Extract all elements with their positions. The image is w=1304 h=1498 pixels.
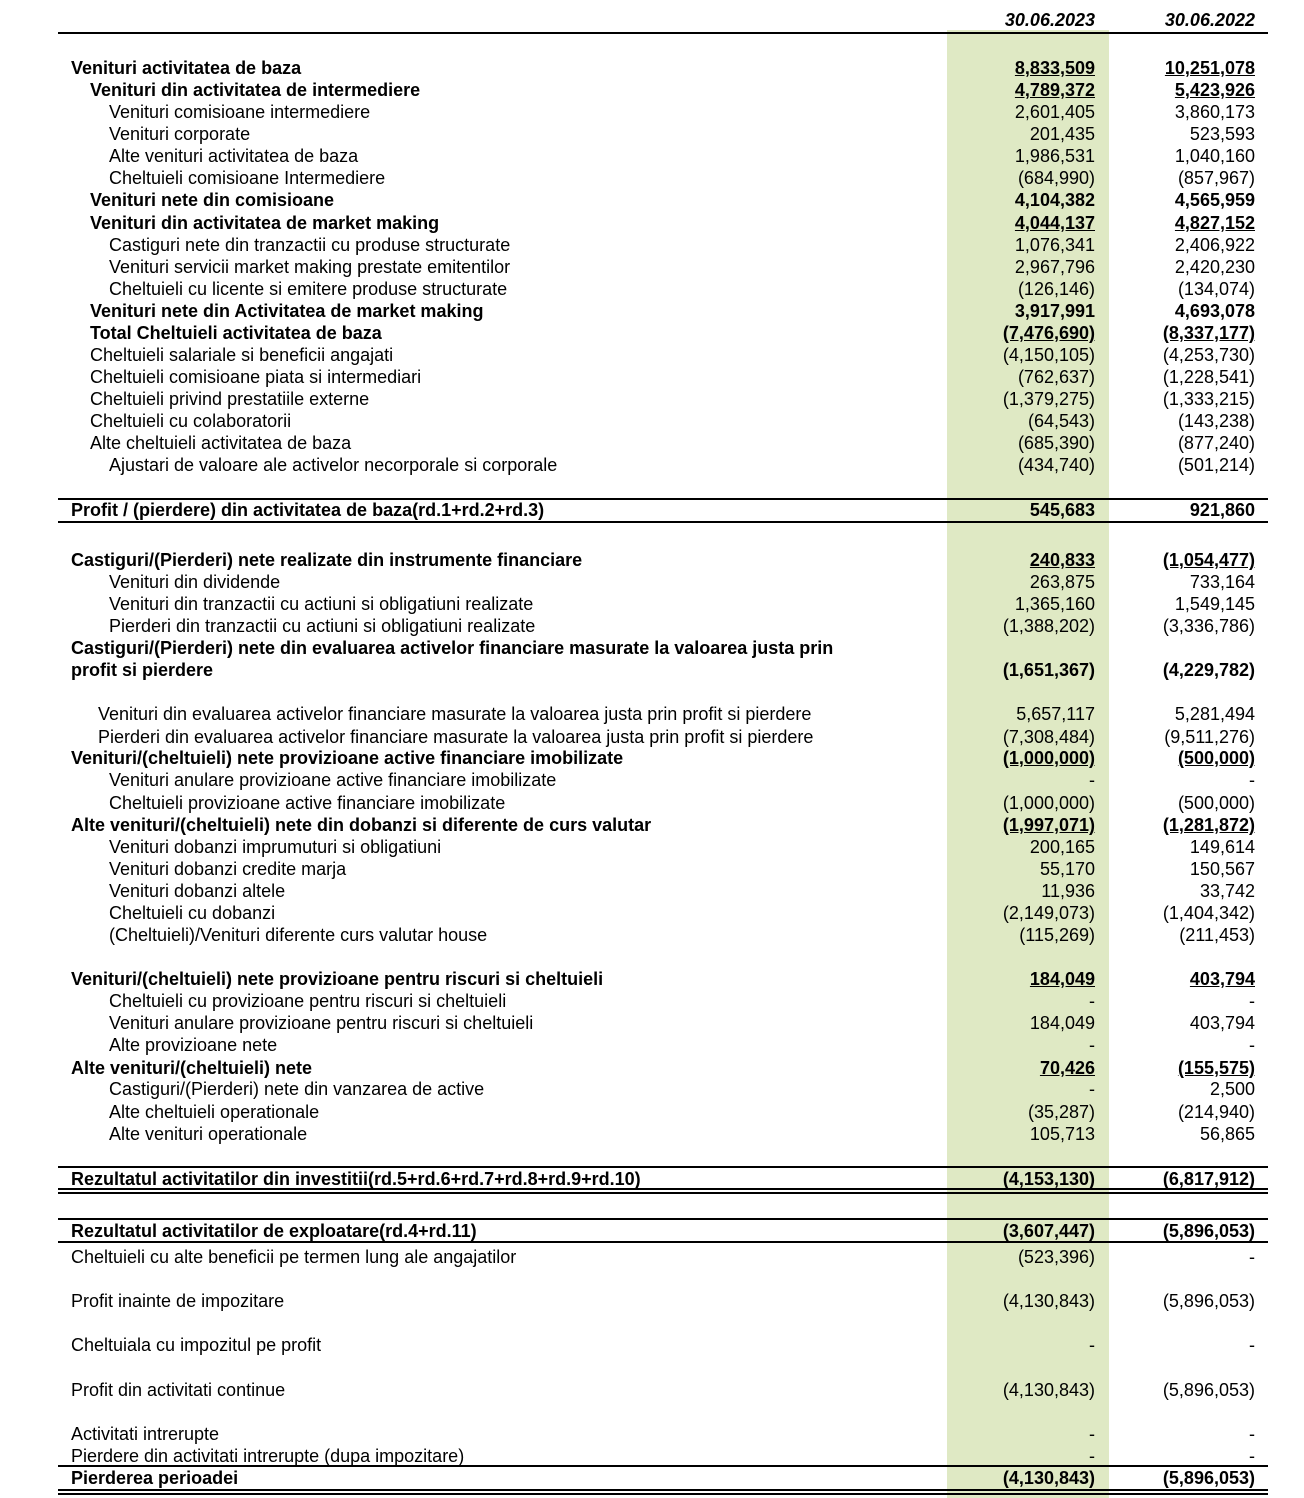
value-2022: (4,229,782) bbox=[1162, 660, 1255, 680]
row-label: Alte venituri operationale bbox=[109, 1124, 308, 1144]
table-rule bbox=[58, 1166, 1268, 1168]
row-rezultat-investitii bbox=[0, 1168, 1304, 1190]
value-2022: 2,406,922 bbox=[1174, 235, 1255, 255]
row-label: Venituri/(cheltuieli) nete provizioane active financiare imobilizate bbox=[71, 748, 624, 768]
value-2023: (4,153,130) bbox=[1002, 1169, 1095, 1189]
row-venituri-dividende bbox=[0, 571, 1304, 593]
row-label: Alte venituri activitatea de baza bbox=[109, 146, 359, 166]
value-2023: 11,936 bbox=[1041, 881, 1095, 901]
row-label: Pierdere din activitati intrerupte (dupa impozitare) bbox=[71, 1446, 465, 1466]
value-2023: 240,833 bbox=[1029, 550, 1095, 570]
value-2022: - bbox=[1249, 1035, 1255, 1055]
value-2023: (1,379,275) bbox=[1002, 389, 1095, 409]
row-castiguri-produse-structurate bbox=[0, 234, 1304, 256]
value-2023: (684,990) bbox=[1017, 168, 1095, 188]
row-cheltuieli-salariale bbox=[0, 344, 1304, 366]
row-alte-cheltuieli-baza bbox=[0, 432, 1304, 454]
value-2023: (4,150,105) bbox=[1002, 345, 1095, 365]
value-2023: 184,049 bbox=[1029, 1013, 1095, 1033]
row-label: Profit din activitati continue bbox=[71, 1380, 286, 1400]
value-2022: (6,817,912) bbox=[1162, 1169, 1255, 1189]
value-2023: 1,076,341 bbox=[1014, 235, 1095, 255]
value-2022: (155,575) bbox=[1177, 1058, 1255, 1078]
row-label: Venituri dobanzi credite marja bbox=[109, 859, 347, 879]
table-rule bbox=[58, 1493, 1268, 1495]
row-cheltuieli-provizioane-active bbox=[0, 792, 1304, 814]
value-2023: - bbox=[1089, 1079, 1095, 1099]
value-2022: - bbox=[1249, 1247, 1255, 1267]
row-label: Rezultatul activitatilor din investitii(rd.5+rd.6+rd.7+rd.8+rd.9+rd.10) bbox=[71, 1169, 641, 1189]
value-2023: 201,435 bbox=[1029, 124, 1095, 144]
value-2022: 5,423,926 bbox=[1174, 80, 1255, 100]
value-2022: (5,896,053) bbox=[1162, 1380, 1255, 1400]
row-profit-activitatea-de-baza bbox=[0, 499, 1304, 521]
row-label: Venituri activitatea de baza bbox=[71, 58, 302, 78]
row-label: Total Cheltuieli activitatea de baza bbox=[90, 323, 382, 343]
row-label: profit si pierdere bbox=[71, 660, 214, 680]
row-venituri-evaluare-active bbox=[0, 703, 1304, 725]
row-total-cheltuieli-baza bbox=[0, 322, 1304, 344]
row-label: Cheltuieli comisioane piata si intermediari bbox=[90, 367, 422, 387]
row-label: Cheltuieli cu dobanzi bbox=[109, 903, 276, 923]
row-alte-cheltuieli-operationale bbox=[0, 1101, 1304, 1123]
value-2023: - bbox=[1089, 991, 1095, 1011]
row-label: Activitati intrerupte bbox=[71, 1424, 220, 1444]
value-2023: 263,875 bbox=[1029, 572, 1095, 592]
value-2022: (214,940) bbox=[1177, 1102, 1255, 1122]
row-pierdere-activitati-intrerupte bbox=[0, 1445, 1304, 1467]
row-alte-provizioane-nete bbox=[0, 1034, 1304, 1056]
row-label: Alte venituri/(cheltuieli) nete din dobanzi si diferente de curs valutar bbox=[71, 815, 652, 835]
row-label: Castiguri/(Pierderi) nete realizate din instrumente financiare bbox=[71, 550, 583, 570]
table-rule bbox=[58, 521, 1268, 523]
value-2023: 8,833,509 bbox=[1014, 58, 1095, 78]
row-venituri-corporate bbox=[0, 123, 1304, 145]
row-cheltuieli-comisioane-intermediere bbox=[0, 167, 1304, 189]
value-2022: (877,240) bbox=[1177, 433, 1255, 453]
row-castiguri-evaluare-label bbox=[0, 637, 1304, 659]
value-2023: 4,044,137 bbox=[1014, 213, 1095, 233]
value-2023: (4,130,843) bbox=[1002, 1291, 1095, 1311]
value-2023: - bbox=[1089, 1035, 1095, 1055]
value-2023: (762,637) bbox=[1017, 367, 1095, 387]
row-venituri-dobanzi-credite-marja bbox=[0, 858, 1304, 880]
row-label: Pierderi din evaluarea activelor financiare masurate la valoarea justa prin profit si pierdere bbox=[98, 727, 814, 747]
value-2022: - bbox=[1249, 770, 1255, 790]
row-venituri-tranzactii-actiuni bbox=[0, 593, 1304, 615]
row-dobanzi-diferente-curs bbox=[0, 814, 1304, 836]
table-rule bbox=[58, 1188, 1268, 1190]
row-label: Alte venituri/(cheltuieli) nete bbox=[71, 1058, 313, 1078]
value-2023: - bbox=[1089, 1335, 1095, 1355]
value-2023: (4,130,843) bbox=[1002, 1380, 1095, 1400]
value-2023: (7,308,484) bbox=[1002, 727, 1095, 747]
value-2022: (8,337,177) bbox=[1162, 323, 1255, 343]
row-label: Cheltuiala cu impozitul pe profit bbox=[71, 1335, 322, 1355]
value-2022: 4,693,078 bbox=[1174, 301, 1255, 321]
row-venituri-nete-market-making bbox=[0, 300, 1304, 322]
value-2022: (211,453) bbox=[1179, 925, 1255, 945]
row-label: Venituri dobanzi imprumuturi si obligatiuni bbox=[109, 837, 442, 857]
row-label: Pierderea perioadei bbox=[71, 1468, 239, 1488]
row-ajustari-valoare-active bbox=[0, 454, 1304, 476]
row-label: Venituri nete din comisioane bbox=[90, 190, 335, 210]
row-profit-activitati-continue bbox=[0, 1379, 1304, 1401]
value-2023: (35,287) bbox=[1027, 1102, 1095, 1122]
row-alte-venituri-baza bbox=[0, 145, 1304, 167]
value-2023: 545,683 bbox=[1029, 500, 1095, 520]
row-label: Venituri comisioane intermediere bbox=[109, 102, 371, 122]
value-2022: (5,896,053) bbox=[1162, 1221, 1255, 1241]
row-venituri-market-making bbox=[0, 212, 1304, 234]
value-2022: 733,164 bbox=[1189, 572, 1255, 592]
value-2023: (1,388,202) bbox=[1002, 616, 1095, 636]
row-provizioane-active-imobilizate bbox=[0, 747, 1304, 769]
value-2023: (434,740) bbox=[1017, 455, 1095, 475]
row-label: Cheltuieli provizioane active financiare imobilizate bbox=[109, 793, 506, 813]
value-2023: 2,601,405 bbox=[1014, 102, 1095, 122]
row-cheltuieli-provizioane-riscuri bbox=[0, 990, 1304, 1012]
row-alte-venituri-cheltuieli-nete bbox=[0, 1057, 1304, 1079]
header-2023: 30.06.2023 bbox=[1004, 10, 1095, 30]
value-2022: 4,565,959 bbox=[1174, 190, 1255, 210]
row-alte-venituri-operationale bbox=[0, 1123, 1304, 1145]
row-cheltuieli-colaboratori bbox=[0, 410, 1304, 432]
row-cheltuieli-dobanzi bbox=[0, 902, 1304, 924]
value-2023: (126,146) bbox=[1017, 279, 1095, 299]
value-2023: - bbox=[1089, 770, 1095, 790]
value-2022: 5,281,494 bbox=[1174, 704, 1255, 724]
value-2022: (4,253,730) bbox=[1162, 345, 1255, 365]
value-2022: 3,860,173 bbox=[1174, 102, 1255, 122]
table-rule bbox=[58, 1218, 1268, 1220]
value-2022: 403,794 bbox=[1189, 1013, 1255, 1033]
row-pierderi-tranzactii-actiuni bbox=[0, 615, 1304, 637]
value-2023: (115,269) bbox=[1019, 925, 1095, 945]
row-label: Profit / (pierdere) din activitatea de baza(rd.1+rd.2+rd.3) bbox=[71, 500, 545, 520]
row-label: Pierderi din tranzactii cu actiuni si obligatiuni realizate bbox=[109, 616, 536, 636]
value-2022: (500,000) bbox=[1177, 793, 1255, 813]
value-2022: (134,074) bbox=[1177, 279, 1255, 299]
row-label: Venituri servicii market making prestate emitentilor bbox=[109, 257, 511, 277]
value-2022: (1,228,541) bbox=[1162, 367, 1255, 387]
value-2022: 2,500 bbox=[1209, 1079, 1255, 1099]
value-2022: 403,794 bbox=[1189, 969, 1255, 989]
value-2023: 5,657,117 bbox=[1016, 704, 1095, 724]
row-label: Venituri dobanzi altele bbox=[109, 881, 286, 901]
value-2022: (1,333,215) bbox=[1162, 389, 1255, 409]
row-label: Alte cheltuieli operationale bbox=[109, 1102, 320, 1122]
row-label: Cheltuieli privind prestatiile externe bbox=[90, 389, 370, 409]
value-2022: - bbox=[1249, 1446, 1255, 1466]
row-label: Venituri anulare provizioane pentru riscuri si cheltuieli bbox=[109, 1013, 534, 1033]
value-2023: (3,607,447) bbox=[1002, 1221, 1095, 1241]
table-rule bbox=[58, 498, 1268, 500]
value-2022: 921,860 bbox=[1189, 500, 1255, 520]
row-label: Castiguri/(Pierderi) nete din evaluarea activelor financiare masurate la valoarea justa prin bbox=[71, 638, 834, 658]
row-label: Castiguri/(Pierderi) nete din vanzarea de active bbox=[109, 1079, 485, 1099]
row-label: Venituri nete din Activitatea de market making bbox=[90, 301, 484, 321]
row-profit-inainte-impozitare bbox=[0, 1290, 1304, 1312]
row-castiguri-evaluare-active bbox=[0, 659, 1304, 681]
value-2023: (1,000,000) bbox=[1002, 748, 1095, 768]
value-2022: (1,281,872) bbox=[1162, 815, 1255, 835]
value-2023: 1,365,160 bbox=[1014, 594, 1095, 614]
row-label: Cheltuieli cu provizioane pentru riscuri si cheltuieli bbox=[109, 991, 507, 1011]
value-2023: (64,543) bbox=[1027, 411, 1095, 431]
row-diferente-curs-valutar bbox=[0, 924, 1304, 946]
value-2022: 2,420,230 bbox=[1174, 257, 1255, 277]
value-2022: (857,967) bbox=[1177, 168, 1255, 188]
value-2023: (4,130,843) bbox=[1002, 1468, 1095, 1488]
value-2023: (685,390) bbox=[1017, 433, 1095, 453]
value-2023: (1,997,071) bbox=[1002, 815, 1095, 835]
value-2022: 150,567 bbox=[1189, 859, 1255, 879]
value-2022: - bbox=[1249, 991, 1255, 1011]
row-cheltuieli-licente bbox=[0, 278, 1304, 300]
value-2023: (523,396) bbox=[1017, 1247, 1095, 1267]
row-venituri-dobanzi-imprumuturi bbox=[0, 836, 1304, 858]
header-rule bbox=[58, 32, 1268, 34]
value-2023: - bbox=[1089, 1424, 1095, 1444]
value-2022: 4,827,152 bbox=[1174, 213, 1255, 233]
row-cheltuieli-beneficii-termen-lung bbox=[0, 1246, 1304, 1268]
row-provizioane-riscuri bbox=[0, 968, 1304, 990]
row-rezultat-exploatare bbox=[0, 1220, 1304, 1242]
value-2022: - bbox=[1249, 1424, 1255, 1444]
value-2022: (501,214) bbox=[1177, 455, 1255, 475]
row-label: Venituri din evaluarea activelor financiare masurate la valoarea justa prin profit si pierdere bbox=[98, 704, 812, 724]
row-label: Ajustari de valoare ale activelor necorporale si corporale bbox=[109, 455, 558, 475]
row-castiguri-vanzare-active bbox=[0, 1078, 1304, 1100]
value-2023: 184,049 bbox=[1029, 969, 1095, 989]
row-label: Venituri din tranzactii cu actiuni si obligatiuni realizate bbox=[109, 594, 534, 614]
row-venituri-servicii-market-making bbox=[0, 256, 1304, 278]
value-2023: (1,000,000) bbox=[1002, 793, 1095, 813]
row-label: Venituri corporate bbox=[109, 124, 251, 144]
value-2022: - bbox=[1249, 1335, 1255, 1355]
value-2023: 1,986,531 bbox=[1014, 146, 1095, 166]
value-2022: 523,593 bbox=[1189, 124, 1255, 144]
row-venituri-anulare-provizioane-active bbox=[0, 769, 1304, 791]
table-rule bbox=[58, 1192, 1268, 1194]
row-cheltuieli-comisioane-piata bbox=[0, 366, 1304, 388]
row-castiguri-instrumente-financiare bbox=[0, 549, 1304, 571]
row-venituri-anulare-provizioane-riscuri bbox=[0, 1012, 1304, 1034]
value-2022: 33,742 bbox=[1199, 881, 1255, 901]
value-2022: (3,336,786) bbox=[1162, 616, 1255, 636]
row-label: Rezultatul activitatilor de exploatare(rd.4+rd.11) bbox=[71, 1221, 477, 1241]
row-label: (Cheltuieli)/Venituri diferente curs valutar house bbox=[109, 925, 488, 945]
value-2022: (5,896,053) bbox=[1162, 1291, 1255, 1311]
row-label: Venituri din activitatea de market making bbox=[90, 213, 440, 233]
row-label: Cheltuieli comisioane Intermediere bbox=[109, 168, 386, 188]
value-2022: 56,865 bbox=[1199, 1124, 1255, 1144]
header-2022: 30.06.2022 bbox=[1164, 10, 1255, 30]
row-label: Profit inainte de impozitare bbox=[71, 1291, 285, 1311]
value-2022: 10,251,078 bbox=[1164, 58, 1255, 78]
row-venituri-dobanzi-altele bbox=[0, 880, 1304, 902]
value-2022: (500,000) bbox=[1177, 748, 1255, 768]
table-rule bbox=[58, 1465, 1268, 1467]
row-label: Cheltuieli cu colaboratorii bbox=[90, 411, 292, 431]
row-venituri-activitatea-de-baza bbox=[0, 57, 1304, 79]
row-venituri-comisioane-intermediere bbox=[0, 101, 1304, 123]
value-2022: (143,238) bbox=[1177, 411, 1255, 431]
row-pierderi-evaluare-active bbox=[0, 726, 1304, 748]
value-2022: (1,054,477) bbox=[1162, 550, 1255, 570]
value-2023: 105,713 bbox=[1029, 1124, 1095, 1144]
table-rule bbox=[58, 1489, 1268, 1491]
row-label: Venituri din dividende bbox=[109, 572, 281, 592]
value-2023: 4,104,382 bbox=[1014, 190, 1095, 210]
value-2022: (9,511,276) bbox=[1164, 727, 1255, 747]
value-2022: (5,896,053) bbox=[1162, 1468, 1255, 1488]
value-2023: 200,165 bbox=[1029, 837, 1095, 857]
row-activitati-intrerupte bbox=[0, 1423, 1304, 1445]
row-label: Alte provizioane nete bbox=[109, 1035, 278, 1055]
value-2023: 4,789,372 bbox=[1014, 80, 1095, 100]
row-label: Cheltuieli cu alte beneficii pe termen lung ale angajatilor bbox=[71, 1247, 517, 1267]
row-label: Venituri anulare provizioane active financiare imobilizate bbox=[109, 770, 557, 790]
value-2023: 70,426 bbox=[1039, 1058, 1095, 1078]
row-venituri-nete-comisioane bbox=[0, 189, 1304, 211]
row-label: Cheltuieli salariale si beneficii angajati bbox=[90, 345, 394, 365]
value-2023: 3,917,991 bbox=[1014, 301, 1095, 321]
row-label: Alte cheltuieli activitatea de baza bbox=[90, 433, 352, 453]
table-rule bbox=[58, 1241, 1268, 1243]
value-2023: (1,651,367) bbox=[1002, 660, 1095, 680]
row-cheltuiala-impozit-profit bbox=[0, 1334, 1304, 1356]
value-2022: 1,040,160 bbox=[1174, 146, 1255, 166]
row-label: Venituri din activitatea de intermediere bbox=[90, 80, 421, 100]
value-2022: 149,614 bbox=[1189, 837, 1255, 857]
row-pierderea-perioadei bbox=[0, 1467, 1304, 1489]
value-2023: (7,476,690) bbox=[1002, 323, 1095, 343]
row-label: Castiguri nete din tranzactii cu produse structurate bbox=[109, 235, 511, 255]
row-cheltuieli-prestatii-externe bbox=[0, 388, 1304, 410]
value-2022: 1,549,145 bbox=[1174, 594, 1255, 614]
value-2023: 55,170 bbox=[1039, 859, 1095, 879]
value-2023: (2,149,073) bbox=[1002, 903, 1095, 923]
value-2022: (1,404,342) bbox=[1162, 903, 1255, 923]
row-venituri-intermediere bbox=[0, 79, 1304, 101]
row-label: Cheltuieli cu licente si emitere produse structurate bbox=[109, 279, 508, 299]
value-2023: 2,967,796 bbox=[1014, 257, 1095, 277]
row-label: Venituri/(cheltuieli) nete provizioane pentru riscuri si cheltuieli bbox=[71, 969, 604, 989]
value-2023: - bbox=[1089, 1446, 1095, 1466]
